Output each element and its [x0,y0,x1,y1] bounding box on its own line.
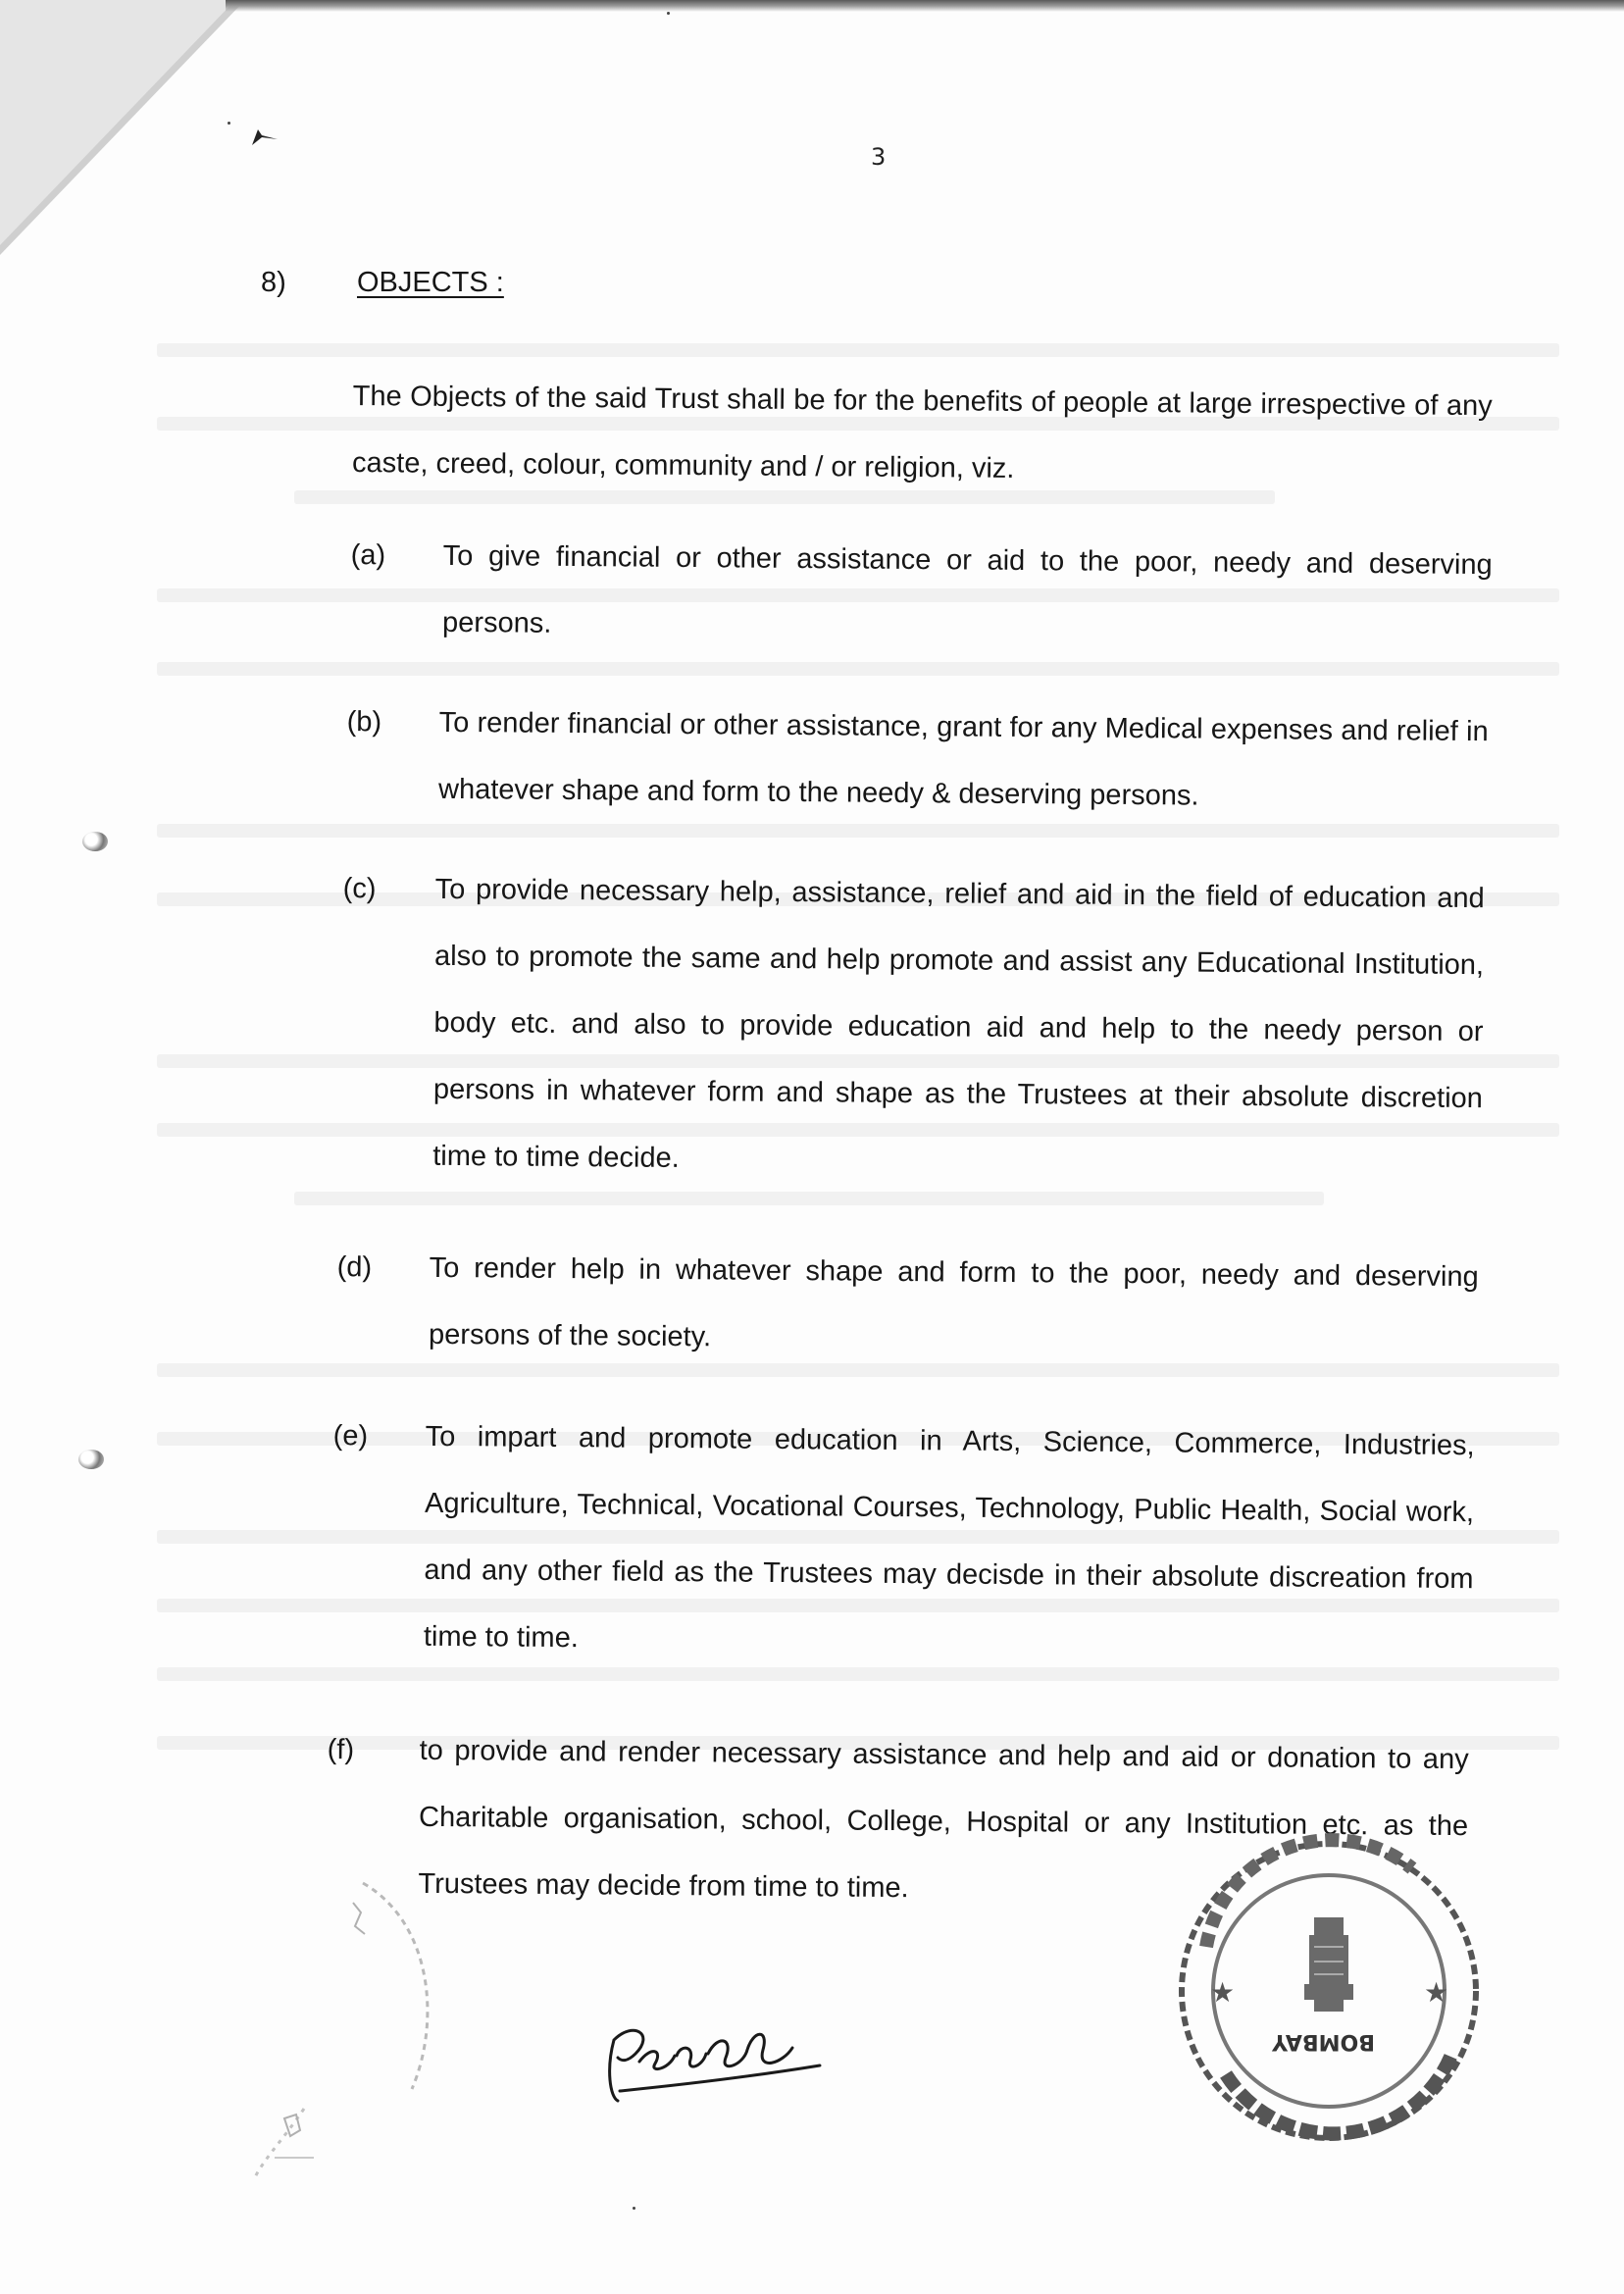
svg-text:★: ★ [1424,1976,1449,2009]
section-number: 8) [261,267,286,298]
item-label: (e) [332,1419,369,1453]
object-item-b [346,688,1583,812]
item-label: (c) [342,872,377,905]
punch-hole [78,1450,104,1469]
item-text: To render help in whatever shape and form to the poor, needy and deserving persons of the society. [428,1251,1479,1353]
item-label: (f) [327,1733,355,1766]
section-intro: The Objects of the said Trust shall be for the benefits of people at large irrespective of any caste, creed, colour, community and / or religion, viz. [351,380,1493,484]
seal-label: BOMBAY [1272,2029,1375,2054]
object-item-e [332,1402,1569,1655]
folded-corner-shade [0,0,235,245]
scan-top-edge [226,0,1624,12]
faded-stamp [245,1863,451,2187]
punch-hole [82,832,108,851]
speck [633,2207,635,2210]
official-seal [1167,1829,1491,2153]
item-label: (b) [346,705,382,739]
item-text: To provide necessary help, assistance, relief and aid in the field of education and also to promote the same and help promote and assist any Educational Institution, body etc. and also to provide education aid and help to the needy person or persons in whatever form and shape as the Trustees at their absolute discretion time to time decide. [432,873,1485,1175]
section-title: OBJECTS : [357,267,504,298]
page-number: 3 [871,143,887,171]
item-text: To give financial or other assistance or aid to the poor, needy and deserving persons. [441,539,1493,639]
speck [228,122,230,125]
speck [667,12,670,15]
item-label: (a) [350,538,386,572]
object-item-a [350,522,1587,639]
item-label: (d) [336,1250,373,1284]
object-item-c [342,855,1579,1175]
object-item-f [327,1716,1563,1905]
item-text: to provide and render necessary assistance and help and aid or donation to any Charitable organisation, school, College, Hospital or any Institution etc. as the Trustees may decide from time to time. [418,1734,1469,1905]
item-text: To impart and promote education in Arts, Science, Commerce, Industries, Agriculture, Technical, Vocational Courses, Technology, Public Health, Social work, and any other field as the Trustees may decisde in their absolute discreation from time to time. [423,1420,1475,1655]
corner-mark [250,126,279,149]
item-text: To render financial or other assistance, grant for any Medical expenses and relief in whatever shape and form to the needy & deserving persons. [437,706,1489,812]
signature [600,2001,826,2109]
svg-text:★: ★ [1210,1976,1236,2009]
object-item-d [336,1234,1573,1353]
